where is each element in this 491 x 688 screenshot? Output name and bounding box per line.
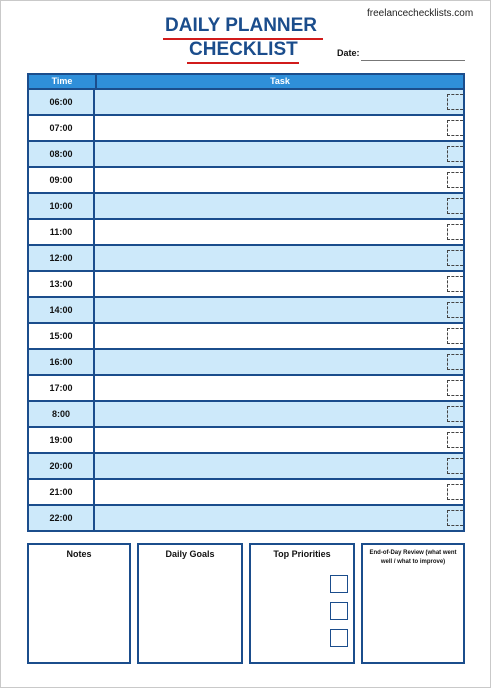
table-row — [29, 194, 463, 220]
table-row — [29, 350, 463, 376]
task-cell[interactable] — [95, 506, 463, 530]
time-cell: 8:00 — [29, 402, 95, 426]
time-cell: 11:00 — [29, 220, 95, 244]
task-checkbox[interactable] — [447, 432, 463, 448]
task-cell[interactable] — [95, 90, 463, 114]
time-cell: 19:00 — [29, 428, 95, 452]
table-row — [29, 480, 463, 506]
daily-goals-box[interactable] — [137, 543, 243, 664]
top-priorities-title: Top Priorities — [273, 549, 331, 559]
task-column-header: Task — [270, 76, 290, 86]
daily-goals-title: Daily Goals — [165, 549, 215, 559]
task-checkbox[interactable] — [447, 510, 463, 526]
priority-checkbox-1[interactable] — [330, 575, 348, 593]
table-row — [29, 402, 463, 428]
task-cell[interactable] — [95, 428, 463, 452]
task-cell[interactable] — [95, 376, 463, 400]
time-cell: 09:00 — [29, 168, 95, 192]
task-checkbox[interactable] — [447, 458, 463, 474]
task-checkbox[interactable] — [447, 380, 463, 396]
table-row — [29, 298, 463, 324]
table-row — [29, 116, 463, 142]
time-column-header: Time — [29, 75, 97, 88]
date-label: Date: — [337, 48, 360, 58]
priority-checkbox-3[interactable] — [330, 629, 348, 647]
table-row — [29, 428, 463, 454]
task-checkbox[interactable] — [447, 354, 463, 370]
title-line-1: DAILY PLANNER — [165, 15, 318, 36]
time-cell: 21:00 — [29, 480, 95, 504]
task-checkbox[interactable] — [447, 120, 463, 136]
task-checkbox[interactable] — [447, 276, 463, 292]
task-cell[interactable] — [95, 454, 463, 478]
top-priorities-box — [249, 543, 355, 664]
table-row — [29, 246, 463, 272]
time-cell: 13:00 — [29, 272, 95, 296]
date-field[interactable] — [361, 60, 465, 61]
task-checkbox[interactable] — [447, 146, 463, 162]
review-box[interactable] — [361, 543, 465, 664]
task-checkbox[interactable] — [447, 224, 463, 240]
notes-title: Notes — [66, 549, 92, 559]
task-cell[interactable] — [95, 402, 463, 426]
task-cell[interactable] — [95, 194, 463, 218]
table-row — [29, 272, 463, 298]
table-row — [29, 376, 463, 402]
task-checkbox[interactable] — [447, 406, 463, 422]
task-checkbox[interactable] — [447, 198, 463, 214]
time-cell: 07:00 — [29, 116, 95, 140]
review-title: End-of-Day Review (what went well / what to improve) — [369, 550, 457, 565]
table-row — [29, 90, 463, 116]
time-cell: 17:00 — [29, 376, 95, 400]
table-row — [29, 220, 463, 246]
time-cell: 12:00 — [29, 246, 95, 270]
task-cell[interactable] — [95, 480, 463, 504]
task-checkbox[interactable] — [447, 328, 463, 344]
time-cell: 14:00 — [29, 298, 95, 322]
time-cell: 22:00 — [29, 506, 95, 530]
task-cell[interactable] — [95, 350, 463, 374]
task-checkbox[interactable] — [447, 484, 463, 500]
task-checkbox[interactable] — [447, 94, 463, 110]
time-cell: 15:00 — [29, 324, 95, 348]
task-cell[interactable] — [95, 246, 463, 270]
table-row — [29, 142, 463, 168]
task-cell[interactable] — [95, 220, 463, 244]
table-row — [29, 454, 463, 480]
website-label[interactable]: freelancechecklists.com — [367, 8, 474, 19]
time-cell: 08:00 — [29, 142, 95, 166]
task-cell[interactable] — [95, 272, 463, 296]
time-cell: 20:00 — [29, 454, 95, 478]
task-cell[interactable] — [95, 324, 463, 348]
task-cell[interactable] — [95, 116, 463, 140]
priority-checkbox-2[interactable] — [330, 602, 348, 620]
task-cell[interactable] — [95, 142, 463, 166]
time-cell: 10:00 — [29, 194, 95, 218]
schedule-table — [27, 73, 465, 532]
task-cell[interactable] — [95, 168, 463, 192]
task-checkbox[interactable] — [447, 172, 463, 188]
task-cell[interactable] — [95, 298, 463, 322]
notes-box[interactable] — [27, 543, 131, 664]
table-body — [29, 90, 463, 530]
title-line-2: CHECKLIST — [189, 39, 298, 60]
table-row — [29, 506, 463, 530]
time-cell: 06:00 — [29, 90, 95, 114]
table-header — [29, 75, 463, 90]
time-cell: 16:00 — [29, 350, 95, 374]
task-checkbox[interactable] — [447, 302, 463, 318]
task-checkbox[interactable] — [447, 250, 463, 266]
table-row — [29, 324, 463, 350]
table-row — [29, 168, 463, 194]
title-underline-2 — [187, 62, 299, 64]
